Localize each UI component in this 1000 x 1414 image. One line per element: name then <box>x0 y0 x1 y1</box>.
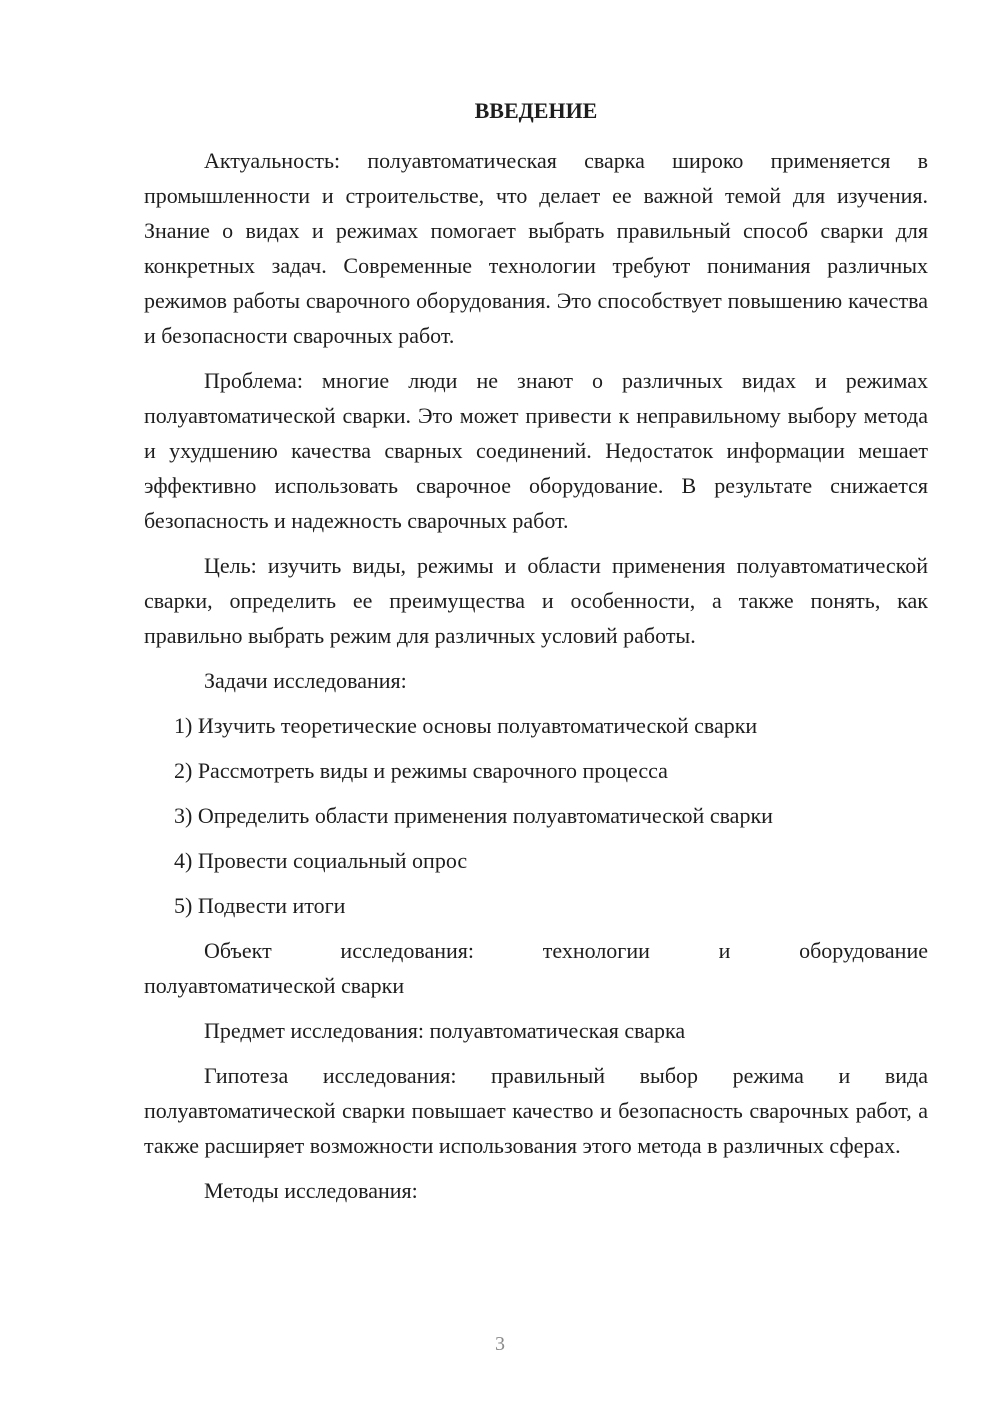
tasks-list <box>144 708 928 923</box>
subject-paragraph: Предмет исследования: полуавтоматическая сварка <box>204 1018 686 1043</box>
body-text <box>144 143 928 1218</box>
problem-paragraph: Проблема: многие люди не знают о различных видах и режимах полуавтоматической сварки. Это может привести к неправильному выбору метода и ухудшению качества сварных соединений. Недостаток информации мешает эффективно использовать сварочное оборудование. В результате снижается безопасность и надежность сварочных работ. <box>144 368 928 533</box>
object-line-2: полуавтоматической сварки <box>144 973 405 998</box>
tasks-heading: Задачи исследования: <box>204 668 407 693</box>
methods-heading: Методы исследования: <box>204 1178 418 1203</box>
object-paragraph <box>144 933 928 1003</box>
page-title: ВВЕДЕНИЕ <box>474 98 598 123</box>
list-item: 4) Провести социальный опрос <box>174 848 468 873</box>
goal-paragraph: Цель: изучить виды, режимы и области применения полуавтоматической сварки, определить ее преимущества и особенности, а также понять, как правильно выбрать режим для различных условий работы. <box>144 553 928 648</box>
list-item: 2) Рассмотреть виды и режимы сварочного процесса <box>174 758 668 783</box>
page-number: 3 <box>495 1333 505 1355</box>
list-item: 5) Подвести итоги <box>174 893 346 918</box>
hypothesis-paragraph: Гипотеза исследования: правильный выбор режима и вида полуавтоматической сварки повышает качество и безопасность сварочных работ, а также расширяет возможности использования этого метода в различных сферах. <box>144 1063 928 1158</box>
relevance-paragraph: Актуальность: полуавтоматическая сварка широко применяется в промышленности и строительстве, что делает ее важной темой для изучения. Знание о видах и режимах помогает выбрать правильный способ сварки для конкретных задач. Современные технологии требуют понимания различных режимов работы сварочного оборудования. Это способствует повышению качества и безопасности сварочных работ. <box>144 148 928 348</box>
list-item: 1) Изучить теоретические основы полуавтоматической сварки <box>174 713 758 738</box>
object-line-1: Объект исследования: технологии и оборудование <box>204 938 928 963</box>
list-item: 3) Определить области применения полуавтоматической сварки <box>174 803 773 828</box>
